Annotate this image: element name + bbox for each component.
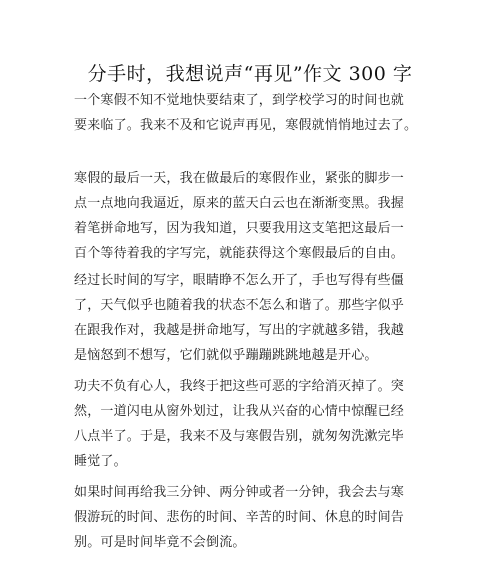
paragraph-3 [74, 268, 426, 368]
paragraph-1 [74, 88, 426, 138]
paragraph-5 [74, 480, 426, 555]
text-line: 然，一道闪电从窗外划过，让我从兴奋的心情中惊醒已经 [74, 404, 405, 419]
document-title: 分手时，我想说声“再见”作文 300 字 [87, 63, 413, 85]
text-line: 百个等待着我的字写完，就能获得这个寒假最后的自由。 [74, 246, 405, 261]
paragraph-2 [74, 166, 426, 266]
text-line: 经过长时间的写字，眼睛睁不怎么开了，手也写得有些僵 [74, 273, 405, 288]
text-line: 如果时间再给我三分钟、两分钟或者一分钟，我会去与寒 [74, 485, 405, 500]
text-line: 要来临了。我来不及和它说声再见，寒假就悄悄地过去了。 [74, 118, 418, 133]
text-line: 功夫不负有心人，我终于把这些可恶的字给消灭掉了。突 [74, 379, 405, 394]
paragraph-4 [74, 374, 426, 474]
text-line: 假游玩的时间、悲伤的时间、辛苦的时间、休息的时间告 [74, 510, 405, 525]
text-line: 是恼怒到不想写，它们就似乎蹦蹦跳跳地越是开心。 [74, 348, 378, 363]
text-line: 寒假的最后一天，我在做最后的寒假作业，紧张的脚步一 [74, 171, 405, 186]
text-line: 了，天气似乎也随着我的状态不怎么和谐了。那些字似乎 [74, 298, 405, 313]
text-line: 一个寒假不知不觉地快要结束了，到学校学习的时间也就 [74, 93, 405, 108]
text-line: 在跟我作对，我越是拼命地写，写出的字就越多错，我越 [74, 323, 405, 338]
text-line: 八点半了。于是，我来不及与寒假告别，就匆匆洗漱完毕 [74, 429, 405, 444]
text-line: 点一点地向我逼近，原来的蓝天白云也在渐渐变黑。我握 [74, 196, 405, 211]
text-line: 睡觉了。 [74, 454, 127, 469]
text-line: 别。可是时间毕竟不会倒流。 [74, 535, 246, 550]
text-line: 着笔拼命地写，因为我知道，只要我用这支笔把这最后一 [74, 221, 405, 236]
